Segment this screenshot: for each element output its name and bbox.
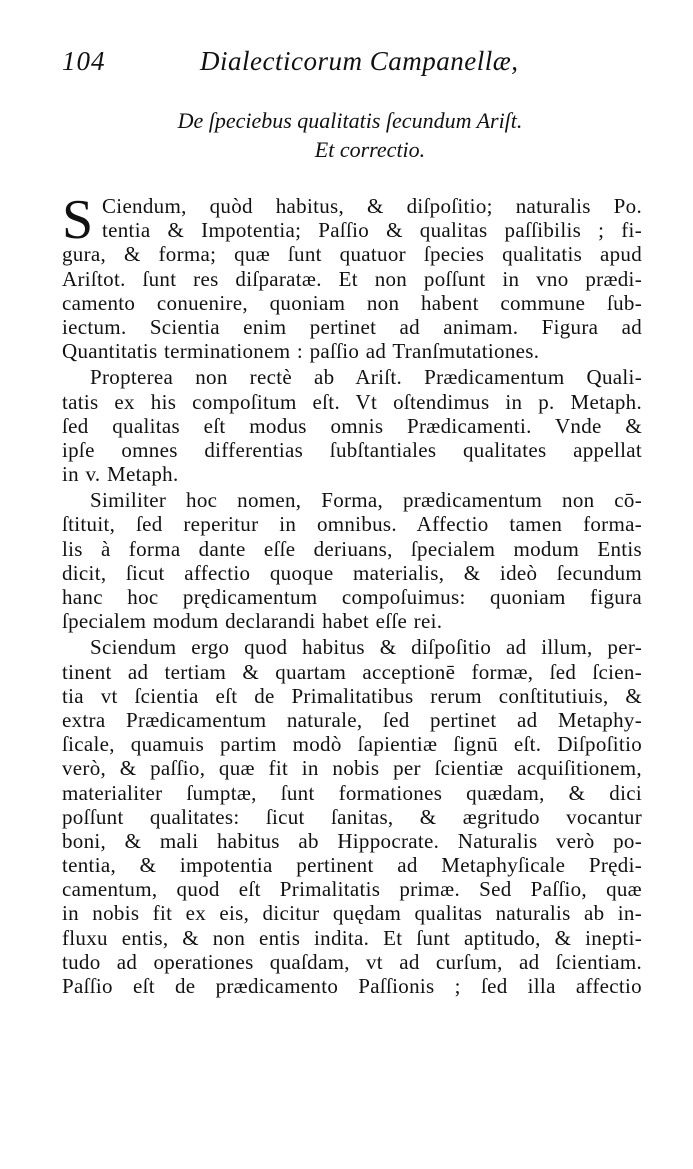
text-line: boni, & mali habitus ab Hippocrate. Naturalis verò po- xyxy=(62,828,642,853)
text-line: ſicale, quamuis partim modò ſapientiæ ſignū eſt. Diſpoſitio xyxy=(62,732,642,757)
text-line: lis à forma dante eſſe deriuans, ſpecialem modum Entis xyxy=(62,536,642,561)
section-title xyxy=(70,106,630,164)
text-line: Paſſio eſt de prædicamento Paſſionis ; ſed illa affectio xyxy=(62,974,642,998)
text-line: in v. Metaph. xyxy=(62,462,179,487)
text-line: gura, & forma; quæ ſunt quatuor ſpecies qualitatis apud xyxy=(62,242,642,267)
text-line: extra Prædicamentum naturale, ſed pertinet ad Metaphy- xyxy=(62,707,642,732)
text-line: in nobis fit ex eis, dicitur quędam qualitas naturalis ab in- xyxy=(62,901,642,926)
text-line: Ciendum, quòd habitus, & diſpoſitio; naturalis Po. xyxy=(102,194,642,218)
section-title-line-2: Et correctio. xyxy=(314,137,426,162)
text-line: tinent ad tertiam & quartam acceptionē formæ, ſed ſcien- xyxy=(62,659,642,684)
paragraph-3 xyxy=(62,488,642,633)
running-title: Dialecticorum Campanellæ, xyxy=(200,46,519,76)
text-line: tia vt ſcientia eſt de Primalitatibus rerum conſtitutiuis, & xyxy=(62,683,642,708)
text-line: tudo ad operationes quaſdam, vt ad curſum, ad ſcientiam. xyxy=(62,949,642,974)
text-line: ipſe omnes differentias ſubſtantiales qualitates appellat xyxy=(62,437,642,462)
page-number: 104 xyxy=(62,46,106,76)
text-line: Sciendum ergo quod habitus & diſpoſitio ad illum, per- xyxy=(90,635,642,660)
text-line: ſpecialem modum declarandi habet eſſe rei. xyxy=(62,609,443,634)
drop-cap: S xyxy=(62,189,94,251)
text-line: tentia, & impotentia pertinent ad Metaphyſicale Prędi- xyxy=(62,853,642,878)
text-line: Similiter hoc nomen, Forma, prædicamentum non cō- xyxy=(90,488,642,513)
text-line: Ariſtot. ſunt res diſparatæ. Et non poſſunt in vno prædi- xyxy=(62,266,642,291)
text-line: dicit, ſicut affectio quoque materialis, & ideò ſecundum xyxy=(62,560,642,585)
text-line: materialiter ſumptæ, ſunt formationes quædam, & dici xyxy=(62,780,642,805)
text-line: ſed qualitas eſt modus omnis Prædicamenti. Vnde & xyxy=(62,413,642,438)
text-line: tatis ex his compoſitum eſt. Vt oſtendimus in p. Metaph. xyxy=(62,389,642,414)
paragraph-4 xyxy=(62,635,642,998)
page-header xyxy=(62,44,662,88)
text-line: Quantitatis terminationem : paſſio ad Tranſmutationes. xyxy=(62,339,540,364)
text-line: tentia & Impotentia; Paſſio & qualitas paſſibilis ; fi- xyxy=(102,218,642,243)
text-line: poſſunt qualitates: ſicut ſanitas, & ægritudo vocantur xyxy=(62,804,642,829)
text-line: verò, & paſſio, quæ fit in nobis per ſcientiæ acquiſitionem, xyxy=(62,756,642,781)
paragraph-1 xyxy=(62,189,642,364)
section-title-line-1: De ſpeciebus qualitatis ſecundum Ariſt. xyxy=(177,108,523,133)
text-line: camentum, quod eſt Primalitatis primæ. Sed Paſſio, quæ xyxy=(62,877,642,902)
text-line: fluxu entis, & non entis indita. Et ſunt aptitudo, & inepti- xyxy=(62,925,642,950)
text-line: Propterea non rectè ab Ariſt. Prædicamentum Quali- xyxy=(90,365,642,390)
text-line: camento conuenire, quoniam non habent commune ſub- xyxy=(62,290,642,315)
text-line: hanc hoc prędicamentum compoſuimus: quoniam figura xyxy=(62,585,642,609)
body-text xyxy=(62,189,642,1000)
paragraph-2 xyxy=(62,365,642,486)
text-line: iectum. Scientia enim pertinet ad animam. Figura ad xyxy=(62,314,642,339)
text-line: ſtituit, ſed reperitur in omnibus. Affectio tamen forma- xyxy=(62,512,642,537)
